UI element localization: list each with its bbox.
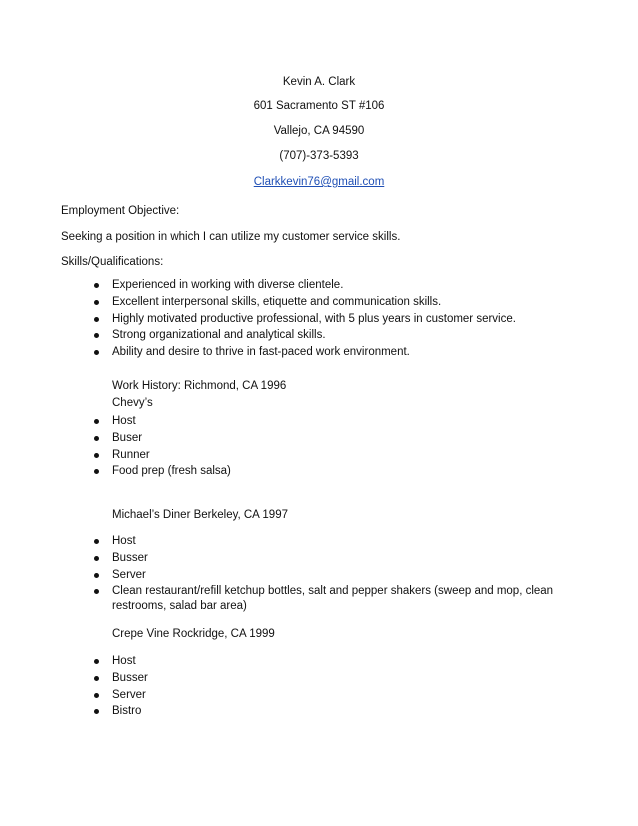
bullet-icon — [94, 300, 99, 305]
bullet-icon — [94, 709, 99, 714]
employer-name: Michael’s Diner Berkeley, CA 1997 — [112, 509, 288, 521]
employer-name: Crepe Vine Rockridge, CA 1999 — [112, 628, 275, 640]
resume-page: Kevin A. Clark 601 Sacramento ST #106 Vallejo, CA 94590 (707)-373-5393 Clarkkevin76@gmail.com Employment Objective: Seeking a position in which I can utilize my customer service skills. Skills/Qualifications: Experienced in working with diverse clientele. Excellent interpersonal skills, etiquette and communication skills. Highly motivated productive professional, with 5 plus years in customer service. Strong organizational and analytical skills. Ability and desire to thrive in fast-paced work environment. Work History: Richmond, CA 1996 Chevy’s Host Buser Runner Food prep (fresh salsa) Michael’s Diner Berkeley, CA 1997 Host Busser Server Clean restaurant/refill ketchup bottles, salt and pepper shakers (sweep and mop, clean restrooms, salad bar area) Crepe Vine Rockridge, CA 1999 Host Busser Server Bistro — [0, 0, 638, 826]
bullet-icon — [94, 693, 99, 698]
duty-continuation: restrooms, salad bar area) — [112, 600, 247, 612]
bullet-icon — [94, 573, 99, 578]
bullet-icon — [94, 589, 99, 594]
bullet-icon — [94, 469, 99, 474]
skills-heading: Skills/Qualifications: — [61, 256, 164, 268]
bullet-icon — [94, 453, 99, 458]
city-state-zip: Vallejo, CA 94590 — [273, 125, 365, 137]
bullet-icon — [94, 556, 99, 561]
applicant-name: Kevin A. Clark — [282, 76, 356, 88]
employer-name: Chevy’s — [112, 397, 153, 409]
street-address: 601 Sacramento ST #106 — [253, 100, 385, 112]
bullet-icon — [94, 317, 99, 322]
bullet-icon — [94, 676, 99, 681]
bullet-icon — [94, 659, 99, 664]
bullet-icon — [94, 333, 99, 338]
email-link[interactable]: Clarkkevin76@gmail.com — [253, 176, 385, 188]
bullet-icon — [94, 283, 99, 288]
bullet-icon — [94, 419, 99, 424]
bullet-icon — [94, 539, 99, 544]
phone-number: (707)-373-5393 — [279, 150, 359, 162]
objective-text: Seeking a position in which I can utilize my customer service skills. — [61, 231, 401, 243]
bullet-icon — [94, 436, 99, 441]
work-history-heading: Work History: Richmond, CA 1996 — [112, 380, 287, 392]
objective-heading: Employment Objective: — [61, 205, 180, 217]
bullet-icon — [94, 350, 99, 355]
